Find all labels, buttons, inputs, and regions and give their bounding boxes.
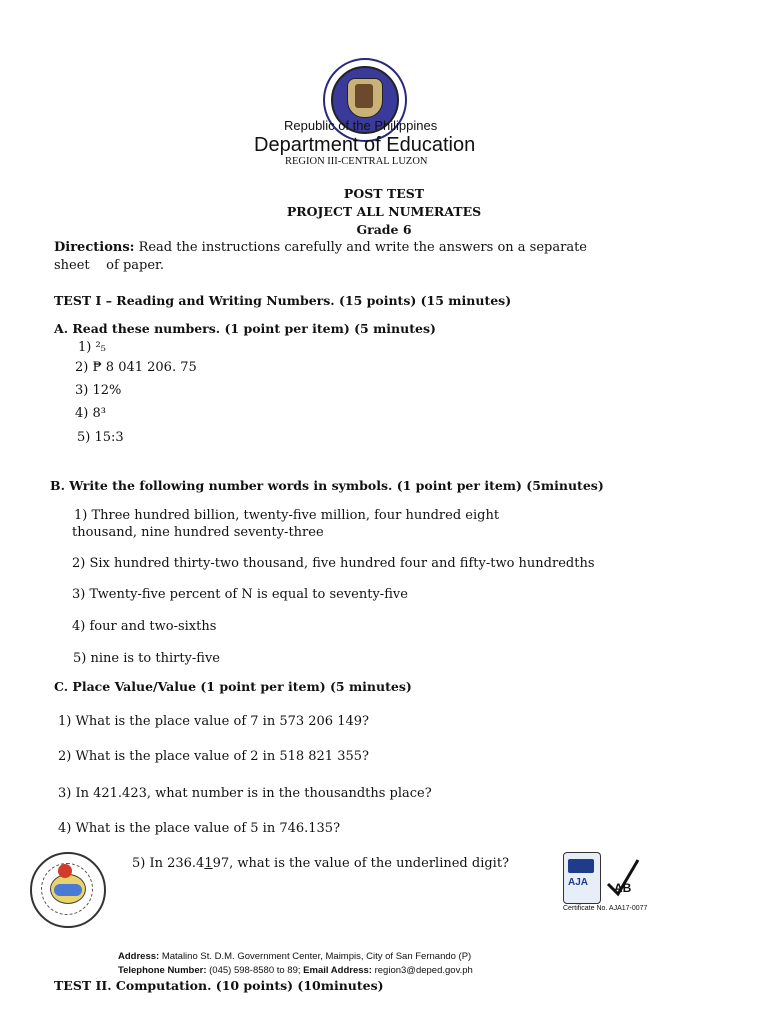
directions-line1 (54, 240, 587, 255)
region-seal (30, 852, 106, 928)
phone-value: (045) 598-8580 to 89; (206, 965, 304, 976)
partB-item-3: 3) Twenty-five percent of N is equal to seventy-five (72, 587, 408, 602)
partC-item-2: 2) What is the place value of 2 in 518 821 355? (58, 749, 369, 764)
footer-address (118, 951, 471, 962)
title-post-test: POST TEST (343, 186, 425, 201)
certificate-number: Certificate No. AJA17-0077 (563, 905, 648, 912)
directions-line2: sheet of paper. (54, 258, 164, 273)
aja-logo (563, 852, 601, 904)
email-label: Email Address: (303, 965, 372, 976)
partB-item-1a: 1) Three hundred billion, twenty-five million, four hundred eight (74, 508, 500, 523)
ukas-logo (604, 854, 640, 902)
test1-heading: TEST I – Reading and Writing Numbers. (15 points) (15 minutes) (54, 293, 512, 308)
partB-item-4: 4) four and two-sixths (72, 619, 217, 634)
department-title: Department of Education (254, 134, 476, 156)
aja-label: AJA (568, 877, 589, 888)
directions-text: Read the instructions carefully and write the answers on a separate (134, 240, 587, 255)
partC-item-4: 4) What is the place value of 5 in 746.135? (58, 821, 341, 836)
email-value: region3@deped.gov.ph (371, 965, 473, 976)
phone-label: Telephone Number: (118, 965, 207, 976)
partB-heading: B. Write the following number words in symbols. (1 point per item) (5minutes) (50, 478, 604, 493)
address-value: Matalino St. D.M. Government Center, Maimpis, City of San Fernando (P) (159, 951, 472, 962)
region-text: REGION III-CENTRAL LUZON (285, 156, 428, 167)
title-project: PROJECT ALL NUMERATES (286, 204, 482, 219)
partB-item-5: 5) nine is to thirty-five (73, 651, 220, 666)
directions-label: Directions: (54, 240, 135, 255)
partA-item-4: 4) 8³ (75, 406, 106, 421)
title-grade: Grade 6 (356, 222, 412, 237)
partC-item-5-post: 97, what is the value of the underlined digit? (212, 856, 510, 871)
partA-item-5: 5) 15:3 (77, 430, 124, 445)
partB-item-2: 2) Six hundred thirty-two thousand, five hundred four and fifty-two hundredths (72, 556, 595, 571)
test2-heading: TEST II. Computation. (10 points) (10minutes) (54, 978, 384, 993)
partC-item-3: 3) In 421.423, what number is in the thousandths place? (58, 786, 432, 801)
checkmark-icon (604, 854, 640, 902)
partA-heading: A. Read these numbers. (1 point per item) (5 minutes) (54, 321, 436, 336)
republic-text: Republic of the Philippines (284, 118, 438, 133)
partB-item-1b: thousand, nine hundred seventy-three (72, 525, 324, 540)
address-label: Address: (118, 951, 160, 962)
partC-heading: C. Place Value/Value (1 point per item) (5 minutes) (54, 679, 412, 694)
svg-text:AB: AB (614, 881, 632, 895)
footer-contact (118, 965, 473, 976)
partA-item-2: 2) ₱ 8 041 206. 75 (75, 360, 197, 375)
partA-item-3: 3) 12% (75, 383, 122, 398)
underlined-digit: 1 (204, 856, 213, 871)
partA-item-1: 1) ²₅ (78, 340, 106, 355)
partC-item-5-pre: 5) In 236.4 (132, 856, 205, 871)
partC-item-5 (132, 856, 509, 871)
partC-item-1: 1) What is the place value of 7 in 573 206 149? (58, 714, 369, 729)
